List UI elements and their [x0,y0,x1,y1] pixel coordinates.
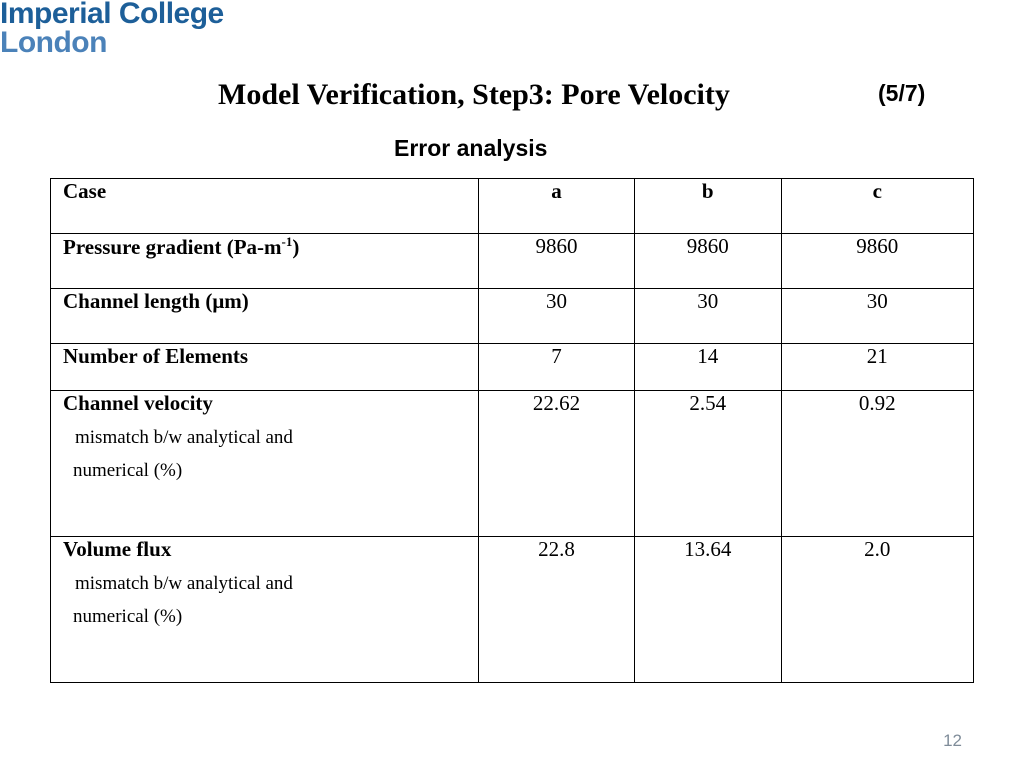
table-cell: 9860 [634,234,781,289]
row-label-superscript: -1 [281,234,293,249]
slide-title: Model Verification, Step3: Pore Velocity [218,78,730,111]
table-row [51,234,974,289]
row-label-text: Volume flux [63,537,172,561]
table-cell: 21 [781,344,973,391]
row-label-pressure-gradient [51,234,479,289]
page-number: 12 [943,731,962,750]
row-sublabel: mismatch b/w analytical and [75,573,293,594]
table-cell: 2.54 [634,391,781,537]
table-cell: 9860 [479,234,635,289]
table-cell: 30 [781,289,973,344]
table-header-row [51,179,974,234]
table-row [51,537,974,683]
header-c: c [781,179,973,234]
imperial-college-logo [0,0,224,57]
row-label-end: ) [292,235,300,259]
row-label-channel-length: Channel length (μm) [51,289,479,344]
table-cell: 22.62 [479,391,635,537]
row-label-number-of-elements: Number of Elements [51,344,479,391]
logo-line-1: Imperial College [0,0,224,30]
table-cell: 0.92 [781,391,973,537]
table-row [51,344,974,391]
table-cell: 30 [634,289,781,344]
table-cell: 22.8 [479,537,635,683]
table-cell: 14 [634,344,781,391]
table-cell: 30 [479,289,635,344]
header-a: a [479,179,635,234]
header-case: Case [51,179,479,234]
table-cell: 9860 [781,234,973,289]
row-label-text: Pressure gradient (Pa-m [63,235,282,259]
row-label-channel-velocity [51,391,479,537]
logo-line-2: London [0,26,107,59]
table-row [51,391,974,537]
header-b: b [634,179,781,234]
row-label-volume-flux [51,537,479,683]
row-label-text: Channel velocity [63,391,213,415]
row-sublabel: numerical (%) [73,460,183,481]
table-row [51,289,974,344]
error-analysis-table [50,178,974,683]
row-sublabel: numerical (%) [73,606,183,627]
table-cell: 13.64 [634,537,781,683]
table-cell: 7 [479,344,635,391]
table-subtitle: Error analysis [394,135,548,161]
slide-count: (5/7) [878,80,926,106]
table-cell: 2.0 [781,537,973,683]
row-sublabel: mismatch b/w analytical and [75,427,293,448]
